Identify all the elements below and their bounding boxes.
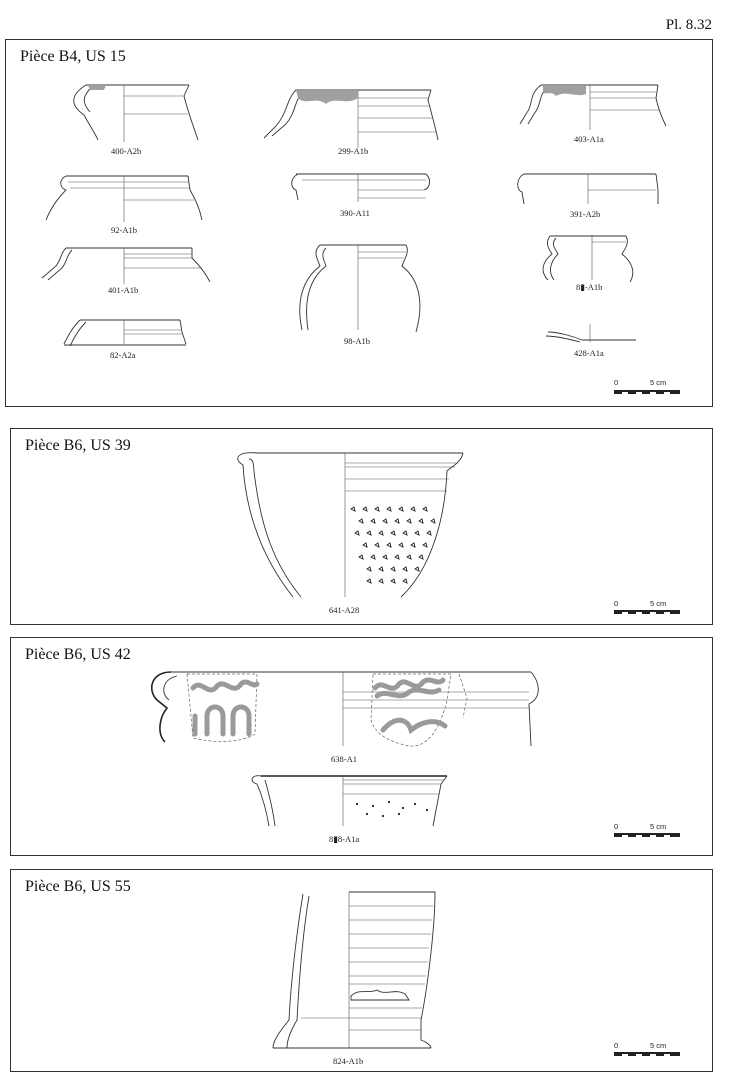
impressed-dot [375,543,379,547]
impressed-dot [399,543,403,547]
item-label: 428-A1a [574,348,604,358]
impressed-dot [367,579,371,583]
pottery-drawings [11,429,714,626]
impressed-dots [351,507,435,583]
impressed-dot [379,531,383,535]
impressed-dot [414,803,416,805]
impressed-dot [363,507,367,511]
sherd-drawing [518,174,658,219]
panel-title: Pièce B6, US 55 [25,878,131,895]
item-label: 98-A1b [344,336,370,346]
impressed-dot [379,579,383,583]
impressed-dot [407,519,411,523]
impressed-dot [402,807,404,809]
svg-text:5 cm: 5 cm [650,599,667,608]
impressed-dot [423,543,427,547]
impressed-dot [359,555,363,559]
plate-label: Pl. 8.32 [665,17,712,33]
item-label: 299-A1b [338,146,369,156]
panel-title: Pièce B6, US 42 [25,646,131,663]
impressed-dot [371,519,375,523]
scale-bar [614,378,680,394]
impressed-dot [367,567,371,571]
svg-text:0: 0 [614,822,619,831]
impressed-dot [431,519,435,523]
item-label: 82-A2a [110,350,136,360]
panel-b6-us55 [10,869,713,1072]
impressed-dot [399,507,403,511]
svg-text:0: 0 [614,378,619,387]
item-label: 400-A2b [111,146,142,156]
impressed-dot [391,567,395,571]
panel-title: Pièce B4, US 15 [20,48,126,65]
impressed-dot [426,809,428,811]
impressed-dot [423,507,427,511]
panel-title: Pièce B6, US 39 [25,437,131,454]
panel-b6-us42 [10,637,713,856]
impressed-dot [387,507,391,511]
pottery-drawings [11,870,714,1073]
impressed-dot [363,543,367,547]
sherd-drawing [152,672,539,764]
sherd-drawing [292,174,430,218]
item-label: 641-A28 [329,605,360,615]
sherd-drawing [252,776,447,844]
impressed-dot [403,567,407,571]
item-label: 638-A1 [331,754,357,764]
impressed-dot [382,815,384,817]
item-label: 401-A1b [108,285,139,295]
svg-text:5 cm: 5 cm [650,822,667,831]
sherd-drawing [273,892,435,1066]
panel-b4-us15 [5,39,713,407]
impressed-dot [375,507,379,511]
scale-bar [614,1041,680,1056]
impressed-dot [391,531,395,535]
impressed-dot [419,555,423,559]
sherd-drawing [300,245,420,346]
pottery-drawings [11,638,714,857]
pottery-drawings [6,40,714,408]
impressed-dot [411,507,415,511]
impressed-dot [359,519,363,523]
impressed-dot [411,543,415,547]
item-label: 390-A11 [340,208,370,218]
impressed-dot [356,803,358,805]
impressed-dot [395,555,399,559]
sherd-drawing [238,453,463,615]
sherd-drawing [546,324,636,358]
sherd-drawing [46,176,202,235]
scale-bar [614,822,680,837]
impressed-dot [391,579,395,583]
sherd-drawing [42,248,210,295]
impressed-dot [415,567,419,571]
sherd-drawing [264,90,438,156]
svg-text:0: 0 [614,599,619,608]
sherd-drawing [64,320,186,360]
svg-text:0: 0 [614,1041,619,1050]
impressed-dot [355,531,359,535]
svg-text:5 cm: 5 cm [650,378,667,387]
item-label: 8▮-A1b [576,282,603,292]
impressed-dot [388,801,390,803]
impressed-dot [371,555,375,559]
impressed-dot [351,507,355,511]
impressed-dot [403,531,407,535]
item-label: 92-A1b [111,225,137,235]
panel-b6-us39 [10,428,713,625]
impressed-dot [383,519,387,523]
svg-text:5 cm: 5 cm [650,1041,667,1050]
impressed-dot [419,519,423,523]
impressed-dot [372,805,374,807]
impressed-dot [395,519,399,523]
scale-bar [614,599,680,614]
sherd-drawing [543,236,633,292]
impressed-dots [356,801,428,817]
item-label: 391-A2b [570,209,601,219]
sherd-drawing [74,85,198,156]
impressed-dot [387,543,391,547]
impressed-dot [427,531,431,535]
item-label: 403-A1a [574,134,604,144]
impressed-dot [415,531,419,535]
impressed-dot [379,567,383,571]
item-label: 8▮8-A1a [329,834,360,844]
impressed-dot [407,555,411,559]
item-label: 824-A1b [333,1056,364,1066]
impressed-dot [366,813,368,815]
impressed-dot [383,555,387,559]
impressed-dot [403,579,407,583]
impressed-dot [398,813,400,815]
sherd-drawing [520,85,666,144]
impressed-dot [367,531,371,535]
